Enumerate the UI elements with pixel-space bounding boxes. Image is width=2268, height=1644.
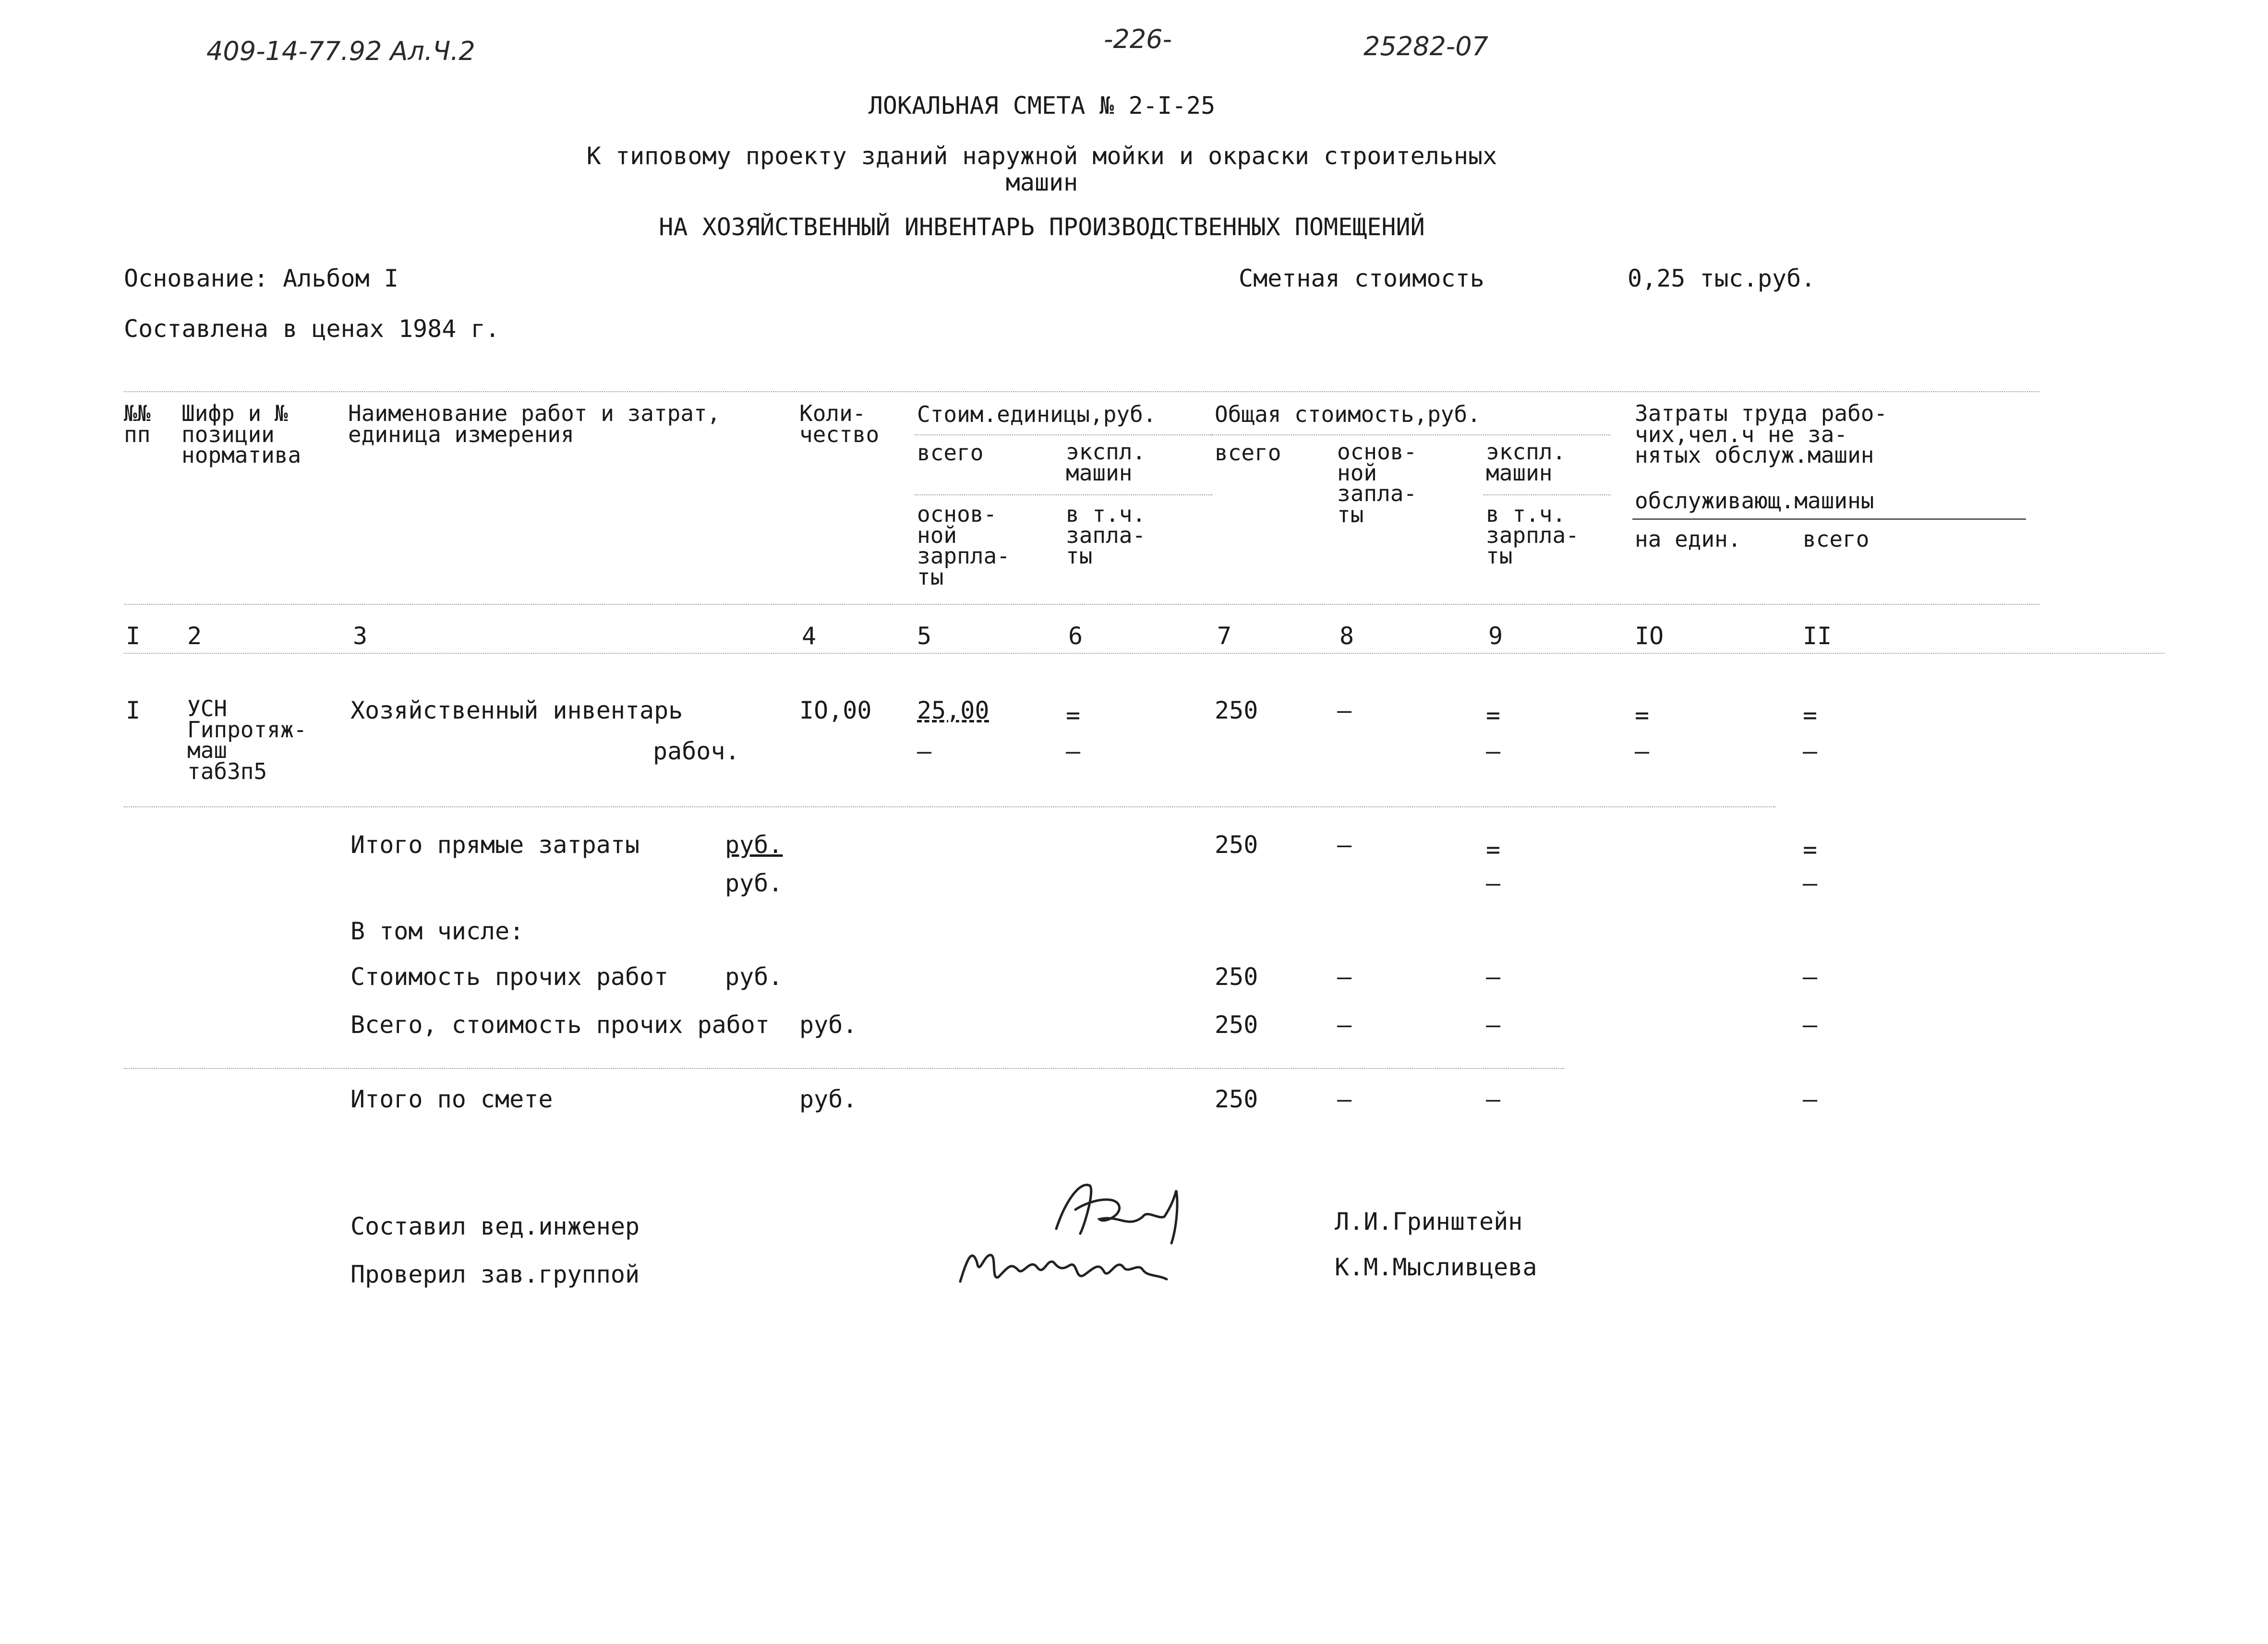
other-works-unit: руб. [725, 963, 783, 991]
all-other-works-dash: – [1486, 1011, 1501, 1039]
column-numbers-rule [124, 653, 2164, 654]
header-work-name: Наименование работ и затрат, единица измерения [348, 400, 721, 447]
composed-by-label: Составил вед.инженер [350, 1212, 640, 1240]
grand-total-unit: руб. [799, 1085, 857, 1113]
other-works-dash: – [1486, 963, 1501, 991]
column-number: 5 [917, 622, 932, 650]
direct-costs-unit-2: руб. [725, 869, 783, 897]
column-number: 8 [1339, 622, 1354, 650]
direct-costs-dash: – [1803, 869, 1818, 897]
header-total-cost-group: Общая стоимость,руб. [1215, 401, 1481, 427]
including-label: В том числе: [350, 917, 524, 945]
archive-number-note: 409-14-77.92 Ал.Ч.2 [206, 36, 475, 66]
row-labor-per-unit: = [1635, 701, 1650, 729]
other-works-dash: – [1337, 963, 1352, 991]
header-unit-total: всего [917, 440, 984, 466]
header-labor-group: Затраты труда рабо- чих,чел.ч не за- нятых обслуж.машин [1635, 400, 1888, 468]
total-machines-sub-rule [1484, 494, 1611, 495]
estimated-cost-label: Сметная стоимость [1239, 264, 1484, 292]
grand-total-value: 250 [1215, 1085, 1258, 1113]
direct-costs-label: Итого прямые затраты [350, 831, 640, 859]
all-other-works-dash: – [1803, 1011, 1818, 1039]
unit-cost-sub-rule [915, 494, 1212, 495]
column-number: 7 [1217, 622, 1232, 650]
column-number: 9 [1488, 622, 1503, 650]
all-other-works-dash: – [1337, 1011, 1352, 1039]
total-cost-group-rule [1212, 434, 1611, 435]
header-labor-service: обслуживающ.машины [1635, 488, 1874, 514]
other-works-total: 250 [1215, 963, 1258, 991]
summary-rule [124, 1068, 1564, 1069]
unit-cost-group-rule [915, 434, 1212, 435]
row-code: УСН Гипротяж- маш таб3п5 [187, 696, 307, 785]
grand-total-label: Итого по смете [350, 1085, 553, 1113]
all-other-works-unit: руб. [799, 1011, 857, 1039]
subtitle-line-1: К типовому проекту зданий наружной мойки и окраски строительных [586, 142, 1497, 170]
row-dash: – [1803, 737, 1818, 765]
header-total-machines: экспл. машин [1486, 439, 1566, 486]
row-number: I [126, 696, 141, 724]
direct-costs-unit: руб. [725, 831, 783, 859]
page-number: -226- [1103, 24, 1172, 54]
direct-costs-total: 250 [1215, 831, 1258, 859]
row-dash: – [1066, 737, 1081, 765]
row-total-base-wage: – [1337, 696, 1352, 724]
header-row-number: №№ пп [124, 400, 151, 447]
header-quantity: Коли- чество [799, 400, 880, 447]
column-number: 6 [1068, 622, 1083, 650]
row-item-name: Хозяйственный инвентарь [350, 696, 683, 724]
header-unit-cost-group: Стоим.единицы,руб. [917, 401, 1157, 427]
checked-by-name: К.М.Мысливцева [1335, 1253, 1537, 1281]
row-total: 250 [1215, 696, 1258, 724]
row-quantity: IO,00 [799, 696, 872, 724]
document-number-note: 25282-07 [1363, 31, 1488, 61]
row-item-subunit: рабоч. [653, 737, 740, 765]
row-dash: – [917, 737, 932, 765]
column-number: IO [1635, 622, 1664, 650]
composed-by-name: Л.И.Гринштейн [1335, 1208, 1523, 1236]
grand-total-dash: – [1803, 1085, 1818, 1113]
column-number: 2 [187, 622, 202, 650]
row-bottom-rule [124, 806, 1775, 807]
header-labor-per-unit: на един. [1635, 526, 1741, 552]
header-total-total: всего [1215, 440, 1281, 466]
other-works-dash: – [1803, 963, 1818, 991]
row-labor-total: = [1803, 701, 1818, 729]
checked-by-label: Проверил зав.группой [350, 1260, 640, 1288]
column-number: 4 [802, 622, 817, 650]
basis-line: Основание: Альбом I [124, 264, 398, 292]
document-title: ЛОКАЛЬНАЯ СМЕТА № 2-I-25 [868, 92, 1216, 120]
column-number: II [1803, 622, 1832, 650]
header-total-incl-wage: в т.ч. зарпла- ты [1486, 501, 1579, 569]
other-works-label: Стоимость прочих работ [350, 963, 669, 991]
header-unit-base-wage: основ- ной зарпла- ты [917, 501, 1010, 590]
all-other-works-label: Всего, стоимость прочих работ [350, 1011, 770, 1039]
signature-group-head [951, 1229, 1200, 1301]
column-number: I [126, 622, 141, 650]
prices-year-line: Составлена в ценах 1984 г. [124, 315, 500, 343]
row-unit-machines: = [1066, 701, 1081, 729]
header-total-base-wage: основ- ной запла- ты [1337, 439, 1417, 528]
subtitle-line-2: машин [1005, 168, 1078, 196]
column-number: 3 [353, 622, 368, 650]
subtitle-line-3: НА ХОЗЯЙСТВЕННЫЙ ИНВЕНТАРЬ ПРОИЗВОДСТВЕННЫХ ПОМЕЩЕНИЙ [659, 213, 1425, 241]
header-code: Шифр и № позиции норматива [181, 400, 302, 468]
row-dash: – [1486, 737, 1501, 765]
header-unit-machines: экспл. машин [1066, 439, 1146, 486]
grand-total-dash: – [1486, 1085, 1501, 1113]
direct-costs-machines: = [1486, 836, 1501, 864]
direct-costs-base-wage: – [1337, 831, 1352, 859]
table-top-rule [124, 391, 2039, 392]
direct-costs-dash: – [1486, 869, 1501, 897]
header-unit-incl-wage: в т.ч. запла- ты [1066, 501, 1146, 569]
header-bottom-rule [124, 604, 2039, 605]
labor-service-underline [1632, 518, 2026, 520]
row-total-machines: = [1486, 701, 1501, 729]
row-dash: – [1635, 737, 1650, 765]
header-labor-total: всего [1803, 526, 1870, 552]
estimated-cost-value: 0,25 тыс.руб. [1628, 264, 1816, 292]
grand-total-dash: – [1337, 1085, 1352, 1113]
row-unit-total: 25,00 [917, 696, 989, 724]
all-other-works-total: 250 [1215, 1011, 1258, 1039]
direct-costs-labor: = [1803, 836, 1818, 864]
